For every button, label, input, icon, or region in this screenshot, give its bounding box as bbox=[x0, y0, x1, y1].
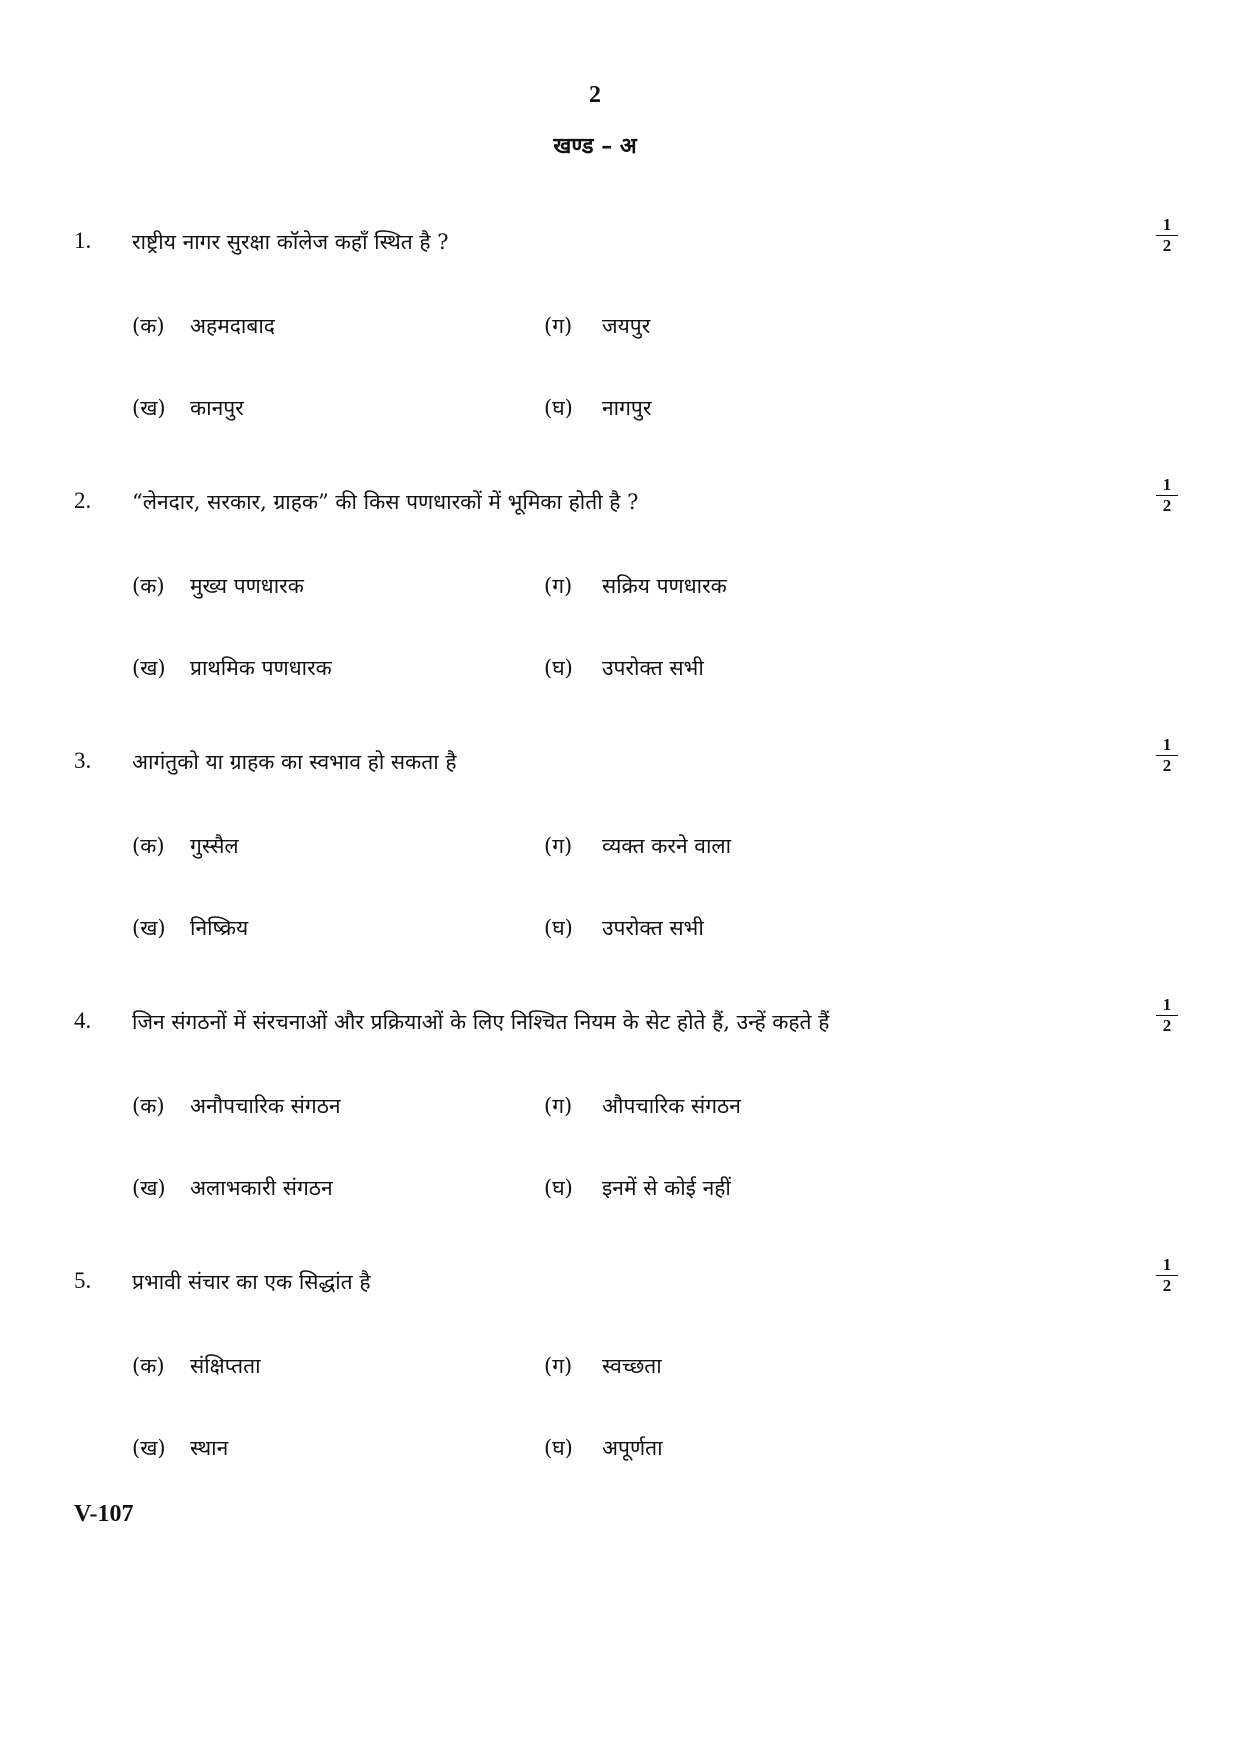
option-label: (ख) bbox=[132, 916, 166, 940]
question-text: आगंतुको या ग्राहक का स्वभाव हो सकता है bbox=[132, 750, 457, 774]
marks-numerator: 1 bbox=[1156, 736, 1178, 756]
option-label: (क) bbox=[132, 1354, 165, 1378]
option-label: (घ) bbox=[544, 656, 573, 680]
question-5 bbox=[0, 1255, 1241, 1508]
option-label: (ख) bbox=[132, 1436, 166, 1460]
option-label: (ख) bbox=[132, 396, 166, 420]
marks-numerator: 1 bbox=[1156, 476, 1178, 496]
question-marks bbox=[1156, 736, 1178, 775]
question-number: 2. bbox=[74, 488, 92, 513]
option-text: जयपुर bbox=[602, 314, 651, 338]
question-number: 1. bbox=[74, 228, 92, 253]
question-text: राष्ट्रीय नागर सुरक्षा कॉलेज कहाँ स्थित है ? bbox=[132, 230, 449, 254]
question-marks bbox=[1156, 1256, 1178, 1295]
option-kha bbox=[132, 394, 244, 422]
option-kha bbox=[132, 914, 248, 942]
option-label: (घ) bbox=[544, 1176, 573, 1200]
option-text: अनौपचारिक संगठन bbox=[190, 1094, 341, 1118]
option-text: अपूर्णता bbox=[602, 1436, 663, 1460]
marks-denominator: 2 bbox=[1162, 1276, 1172, 1295]
question-4 bbox=[0, 995, 1241, 1248]
option-text: स्वच्छता bbox=[602, 1354, 662, 1378]
question-marks bbox=[1156, 996, 1178, 1035]
option-ga bbox=[544, 312, 650, 340]
option-ga bbox=[544, 1352, 662, 1380]
option-kha bbox=[132, 654, 332, 682]
question-3 bbox=[0, 735, 1241, 988]
option-text: अहमदाबाद bbox=[190, 314, 275, 338]
option-ka bbox=[132, 312, 275, 340]
option-label: (घ) bbox=[544, 916, 573, 940]
marks-numerator: 1 bbox=[1156, 216, 1178, 236]
page-number: 2 bbox=[589, 82, 601, 108]
option-label: (क) bbox=[132, 834, 165, 858]
option-text: इनमें से कोई नहीं bbox=[602, 1176, 731, 1200]
option-text: नागपुर bbox=[602, 396, 652, 420]
option-text: सक्रिय पणधारक bbox=[602, 574, 727, 598]
paper-code: V-107 bbox=[74, 1501, 134, 1527]
option-label: (घ) bbox=[544, 1436, 573, 1460]
marks-denominator: 2 bbox=[1162, 756, 1172, 775]
option-label: (क) bbox=[132, 1094, 165, 1118]
marks-denominator: 2 bbox=[1162, 236, 1172, 255]
option-gha bbox=[544, 654, 704, 682]
question-text: जिन संगठनों में संरचनाओं और प्रक्रियाओं के लिए निश्चित नियम के सेट होते हैं, उन्हें कहते हैं bbox=[132, 1010, 830, 1034]
question-text: प्रभावी संचार का एक सिद्धांत है bbox=[132, 1270, 371, 1294]
option-text: उपरोक्त सभी bbox=[602, 656, 704, 680]
option-ka bbox=[132, 572, 304, 600]
option-text: मुख्य पणधारक bbox=[190, 574, 304, 598]
option-ga bbox=[544, 572, 727, 600]
question-marks bbox=[1156, 476, 1178, 515]
option-ga bbox=[544, 1092, 741, 1120]
option-text: उपरोक्त सभी bbox=[602, 916, 704, 940]
option-text: औपचारिक संगठन bbox=[602, 1094, 741, 1118]
question-marks bbox=[1156, 216, 1178, 255]
option-text: गुस्सैल bbox=[190, 834, 239, 858]
question-2 bbox=[0, 475, 1241, 728]
option-label: (ख) bbox=[132, 1176, 166, 1200]
option-gha bbox=[544, 914, 704, 942]
option-text: स्थान bbox=[190, 1436, 229, 1460]
option-text: संक्षिप्तता bbox=[190, 1354, 261, 1378]
marks-numerator: 1 bbox=[1156, 1256, 1178, 1276]
question-number: 5. bbox=[74, 1268, 92, 1293]
section-title: खण्ड – अ bbox=[553, 133, 637, 159]
option-text: कानपुर bbox=[190, 396, 244, 420]
option-label: (घ) bbox=[544, 396, 573, 420]
option-ka bbox=[132, 1092, 341, 1120]
marks-denominator: 2 bbox=[1162, 496, 1172, 515]
option-ga bbox=[544, 832, 731, 860]
question-text: “लेनदार, सरकार, ग्राहक” की किस पणधारकों में भूमिका होती है ? bbox=[132, 490, 639, 514]
question-number: 3. bbox=[74, 748, 92, 773]
marks-denominator: 2 bbox=[1162, 1016, 1172, 1035]
option-ka bbox=[132, 1352, 261, 1380]
option-label: (क) bbox=[132, 314, 165, 338]
option-label: (ग) bbox=[544, 1354, 573, 1378]
option-gha bbox=[544, 394, 651, 422]
question-1 bbox=[0, 215, 1241, 468]
option-text: अलाभकारी संगठन bbox=[190, 1176, 333, 1200]
option-label: (क) bbox=[132, 574, 165, 598]
option-label: (ग) bbox=[544, 834, 573, 858]
option-gha bbox=[544, 1174, 731, 1202]
option-label: (ग) bbox=[544, 314, 573, 338]
option-label: (ख) bbox=[132, 656, 166, 680]
option-ka bbox=[132, 832, 239, 860]
question-number: 4. bbox=[74, 1008, 92, 1033]
option-text: व्यक्त करने वाला bbox=[602, 834, 732, 858]
marks-numerator: 1 bbox=[1156, 996, 1178, 1016]
option-kha bbox=[132, 1174, 333, 1202]
option-gha bbox=[544, 1434, 663, 1462]
option-label: (ग) bbox=[544, 1094, 573, 1118]
option-text: प्राथमिक पणधारक bbox=[190, 656, 332, 680]
option-kha bbox=[132, 1434, 228, 1462]
option-label: (ग) bbox=[544, 574, 573, 598]
option-text: निष्क्रिय bbox=[190, 916, 249, 940]
